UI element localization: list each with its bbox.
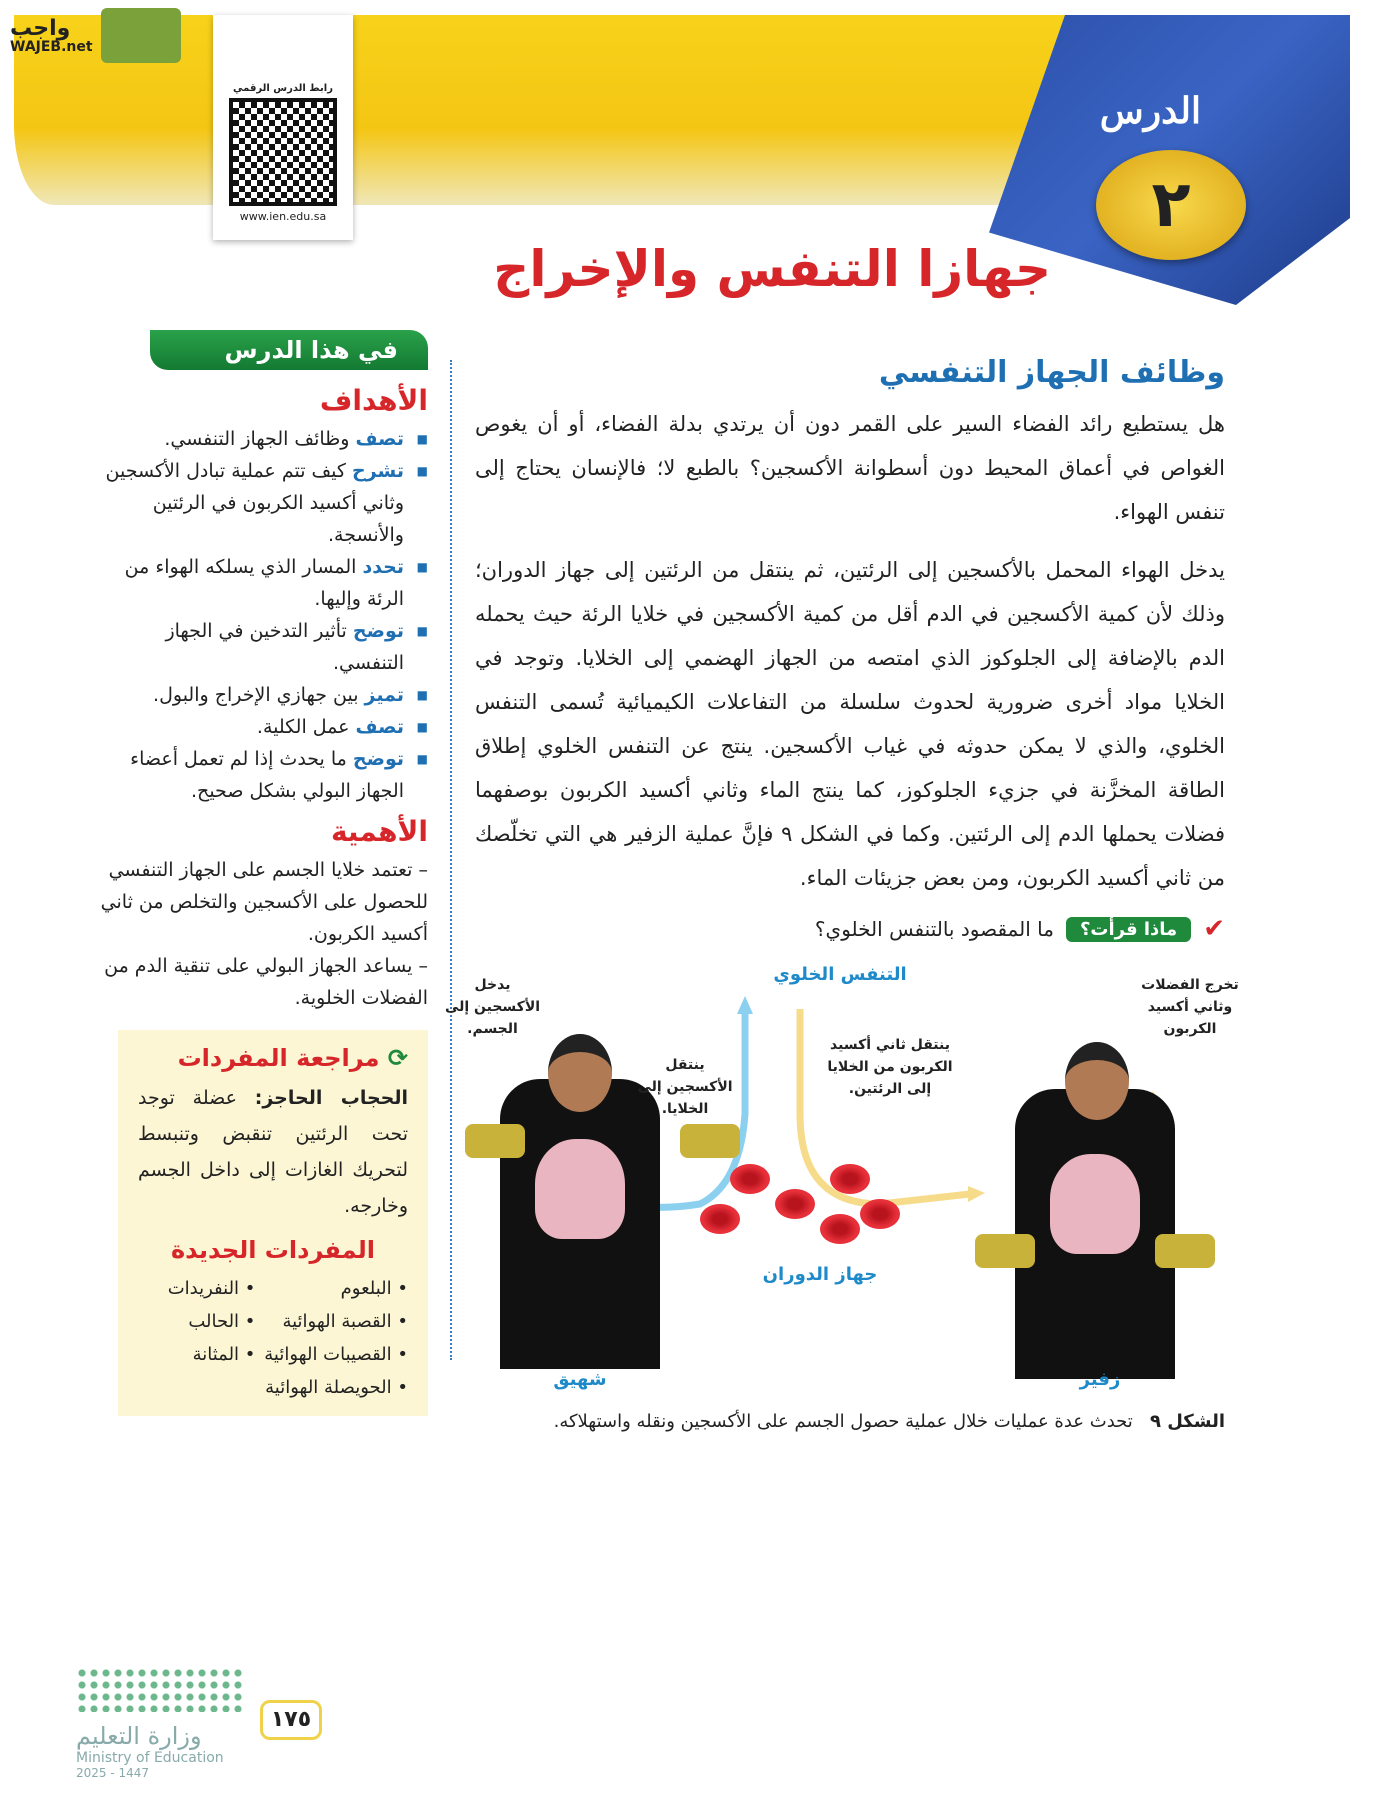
lungs-image <box>535 1139 625 1239</box>
red-blood-cell <box>820 1214 860 1244</box>
red-blood-cell <box>830 1164 870 1194</box>
refresh-icon: ⟳ <box>387 1044 408 1072</box>
vocab-word: • الحالب <box>188 1311 256 1332</box>
figure-caption <box>475 1408 1225 1436</box>
objective-item: ■ توضح ما يحدث إذا لم تعمل أعضاء الجهاز البولي بشكل صحيح. <box>95 743 428 807</box>
boy-head <box>548 1034 612 1112</box>
qr-label: رابط الدرس الرقمي <box>233 83 333 94</box>
ministry-name-ar: وزارة التعليم <box>76 1722 202 1750</box>
circulatory-label: جهاز الدوران <box>762 1264 878 1285</box>
vocab-word: • القصيبات الهوائية <box>264 1344 408 1365</box>
vocab-word: • المثانة <box>192 1344 256 1365</box>
logo-text: واجب <box>10 15 71 41</box>
new-vocab-list <box>138 1278 408 1398</box>
reading-check <box>475 914 1225 944</box>
dumbbell-icon <box>465 1124 525 1158</box>
page-title: جهازا التنفس والإخراج <box>493 240 1051 298</box>
dumbbell-icon <box>1155 1234 1215 1268</box>
importance-item: – يساعد الجهاز البولي على تنقية الدم من الفضلات الخلوية. <box>104 955 428 1009</box>
vocab-review-heading: ⟳ مراجعة المفردات <box>177 1044 408 1072</box>
vocab-definition: الحجاب الحاجز: عضلة توجد تحت الرئتين تنقبض وتنبسط لتحريك الغازات إلى داخل الجسم وخارجه. <box>138 1087 408 1217</box>
importance-heading: الأهمية <box>330 815 428 848</box>
lesson-sidebar <box>95 330 428 1416</box>
objective-item: ■ تصف وظائف الجهاز التنفسي. <box>95 423 428 455</box>
co2-to-lungs-label: ينتقل ثاني أكسيد الكربون من الخلايا إلى الرئتين. <box>827 1037 953 1097</box>
dumbbell-icon <box>975 1234 1035 1268</box>
vocab-word: • القصبة الهوائية <box>282 1311 408 1332</box>
qr-url[interactable]: www.ien.edu.sa <box>239 210 327 223</box>
vocab-word: • النفريدات <box>167 1278 256 1299</box>
red-blood-cell <box>860 1199 900 1229</box>
dumbbell-icon <box>680 1124 740 1158</box>
reading-check-question: ما المقصود بالتنفس الخلوي؟ <box>814 917 1054 941</box>
vocab-word: • البلعوم <box>340 1278 408 1299</box>
objective-item: ■ تشرح كيف تتم عملية تبادل الأكسجين وثاني أكسيد الكربون في الرئتين والأنسجة. <box>95 455 428 551</box>
edition-year: 2025 - 1447 <box>76 1766 150 1780</box>
objective-item: ■ توضح تأثير التدخين في الجهاز التنفسي. <box>95 615 428 679</box>
lesson-number-badge <box>1096 150 1246 260</box>
waste-out-label: تخرج الفضلات وثاني أكسيد الكربون <box>1141 977 1239 1037</box>
lesson-label: الدرس <box>1099 90 1201 132</box>
red-blood-cell <box>700 1204 740 1234</box>
intro-paragraph: هل يستطيع رائد الفضاء السير على القمر دون أن يرتدي بدلة الفضاء، أو أن يغوص الغواص في أعماق المحيط دون أسطوانة الأكسجين؟ بالطبع لا؛ فالإنسان يحتاج إلى تنفس الهواء. <box>475 412 1225 524</box>
page-number: ١٧٥ <box>260 1700 322 1740</box>
caption-label: الشكل ٩ <box>1149 1411 1225 1432</box>
cellular-respiration-label: التنفس الخلوي <box>773 964 907 985</box>
inhale-label: شهيق <box>553 1369 607 1390</box>
exhale-label: زفير <box>1079 1369 1121 1390</box>
reading-check-label: ماذا قرأت؟ <box>1066 917 1191 942</box>
logo-subtext: WAJEB.net <box>10 38 93 55</box>
vocabulary-box <box>118 1030 428 1416</box>
oxygen-enters-label: يدخل الأكسجين إلى الجسم. <box>444 977 541 1037</box>
importance-item: – تعتمد خلايا الجسم على الجهاز التنفسي للحصول على الأكسجين والتخلص من ثاني أكسيد الكربون. <box>100 859 428 945</box>
book-icon <box>101 8 181 63</box>
checkmark-icon: ✔ <box>1203 914 1225 944</box>
section-heading: وظائف الجهاز التنفسي <box>878 355 1225 390</box>
objectives-list <box>95 423 428 807</box>
boy-head <box>1065 1042 1129 1120</box>
body-paragraph: يدخل الهواء المحمل بالأكسجين إلى الرئتين، ثم ينتقل من الرئتين إلى جهاز الدوران؛ وذلك لأن كمية الأكسجين في الدم أقل من كمية الأكسجين في خلايا الرئة حيث يحمله الدم بالإضافة إلى الجلوكوز الذي امتصه من الجهاز الهضمي إلى الخلايا. وتوجد في الخلايا مواد أخرى ضرورية لحدوث سلسلة من التفاعلات الكيميائية تُسمى التنفس الخلوي، والذي لا يمكن حدوثه في غياب الأكسجين. ينتج عن التنفس الخلوي إطلاق الطاقة المخزَّنة في جزيء الجلوكوز، كما ينتج الماء وثاني أكسيد الكربون بوصفهما فضلات يحملها الدم إلى الرئتين. وكما في الشكل ٩ فإنَّ عملية الزفير هي التي تخلّصك من ثاني أكسيد الكربون، ومن بعض جزيئات الماء. <box>475 558 1225 890</box>
wajeb-logo <box>10 8 181 63</box>
in-this-lesson-header: في هذا الدرس <box>150 330 428 370</box>
objective-item: ■ تصف عمل الكلية. <box>95 711 428 743</box>
lesson-number: ٢ <box>1151 168 1191 242</box>
red-blood-cell <box>730 1164 770 1194</box>
oxygen-to-cells-label: ينتقل الأكسجين إلى الخلايا. <box>637 1057 733 1117</box>
figure-9 <box>440 964 1240 1394</box>
ministry-logo <box>76 1667 276 1780</box>
qr-card[interactable] <box>213 15 353 240</box>
arrowhead-icon <box>968 1186 985 1202</box>
new-vocab-heading: المفردات الجديدة <box>171 1236 375 1264</box>
objectives-heading: الأهداف <box>319 384 428 417</box>
ministry-dots-icon <box>76 1667 246 1712</box>
objective-item: ■ تحدد المسار الذي يسلكه الهواء من الرئة وإليها. <box>95 551 428 615</box>
arrowhead-icon <box>737 996 753 1014</box>
vocab-word: • الحويصلة الهوائية <box>265 1377 408 1398</box>
qr-code-icon[interactable] <box>229 98 337 206</box>
objective-item: ■ تميز بين جهازي الإخراج والبول. <box>95 679 428 711</box>
lungs-image <box>1050 1154 1140 1254</box>
caption-text: تحدث عدة عمليات خلال عملية حصول الجسم على الأكسجين ونقله واستهلاكه. <box>553 1411 1133 1432</box>
red-blood-cell <box>775 1189 815 1219</box>
ministry-name-en: Ministry of Education <box>76 1750 224 1766</box>
main-content <box>444 355 1239 1436</box>
